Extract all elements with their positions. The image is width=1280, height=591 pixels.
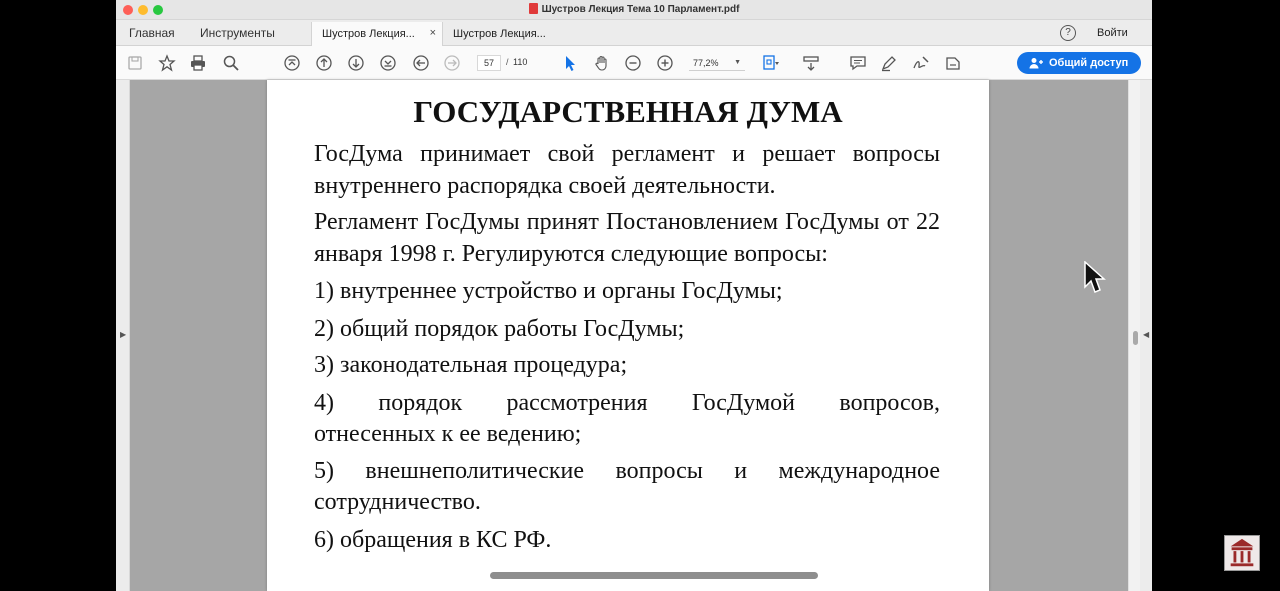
window-title (116, 3, 1152, 15)
last-page-icon[interactable] (379, 54, 397, 72)
mouse-cursor-icon (1083, 261, 1107, 295)
window-title-text: Шустров Лекция Тема 10 Парламент.pdf (541, 4, 740, 15)
sign-in-link[interactable]: Войти (1097, 27, 1128, 39)
fit-page-icon[interactable] (762, 54, 780, 72)
comment-icon[interactable] (849, 54, 867, 72)
share-button[interactable] (1017, 52, 1141, 74)
first-page-icon[interactable] (283, 54, 301, 72)
next-page-icon[interactable] (347, 54, 365, 72)
page-separator: / (506, 57, 509, 67)
list-item-1: 1) внутреннее устройство и органы ГосДумы; (314, 278, 783, 304)
expand-right-icon: ◀ (1143, 330, 1150, 339)
paragraph-1: ГосДума принимает свой регламент и решает вопросы внутреннего распорядка своей деятельности. (314, 141, 940, 199)
vertical-scrollbar[interactable] (1128, 80, 1140, 591)
pdf-page (267, 80, 989, 591)
tab-document-2[interactable] (443, 22, 575, 46)
list-item-2: 2) общий порядок работы ГосДумы; (314, 316, 685, 342)
university-logo-icon (1224, 535, 1260, 571)
forward-icon[interactable] (443, 54, 461, 72)
tools-link[interactable]: Инструменты (200, 26, 275, 40)
toolbar (116, 46, 1152, 80)
bookmark-star-icon[interactable] (158, 54, 176, 72)
list-item-5-line-1: 5) внешнеполитические вопросы и международное (314, 458, 940, 484)
tab-document-active[interactable] (311, 22, 443, 46)
acrobat-window (116, 0, 1152, 591)
sign-icon[interactable] (912, 54, 930, 72)
expand-left-icon: ▶ (120, 330, 127, 339)
tab-label: Шустров Лекция... (322, 28, 415, 40)
zoom-level-value: 77,2% (693, 58, 719, 68)
back-icon[interactable] (412, 54, 430, 72)
list-item-3: 3) законодательная процедура; (314, 352, 628, 378)
hand-icon[interactable] (593, 54, 611, 72)
list-item-6: 6) обращения в КС РФ. (314, 527, 552, 553)
home-link[interactable]: Главная (129, 26, 175, 40)
zoom-in-icon[interactable] (656, 54, 674, 72)
highlight-icon[interactable] (880, 54, 898, 72)
title-bar (116, 0, 1152, 20)
tab-label: Шустров Лекция... (453, 28, 546, 40)
document-canvas[interactable] (130, 80, 1128, 591)
tab-close-icon[interactable]: × (429, 27, 436, 39)
print-icon[interactable] (189, 54, 207, 72)
document-area (116, 80, 1152, 591)
help-icon[interactable]: ? (1060, 25, 1076, 41)
zoom-level-select[interactable] (689, 55, 745, 71)
zoom-out-icon[interactable] (624, 54, 642, 72)
left-panel-toggle[interactable] (116, 80, 130, 591)
share-button-label: Общий доступ (1049, 57, 1129, 69)
fill-sign-icon[interactable] (944, 54, 962, 72)
horizontal-scrollbar[interactable] (490, 572, 818, 579)
list-item-5-line-2: сотрудничество. (314, 489, 481, 515)
tab-bar (116, 20, 1152, 46)
page-total: 110 (513, 57, 528, 67)
prev-page-icon[interactable] (315, 54, 333, 72)
list-item-4-line-2: отнесенных к ее ведению; (314, 421, 582, 447)
right-panel-toggle[interactable] (1140, 80, 1152, 591)
slide-title: ГОСУДАРСТВЕННАЯ ДУМА (413, 94, 843, 129)
share-user-icon (1029, 57, 1043, 69)
list-item-4-line-1: 4) порядок рассмотрения ГосДумой вопросов, (314, 390, 940, 416)
pdf-file-icon (529, 3, 538, 14)
search-icon[interactable] (222, 54, 240, 72)
scroll-thumb[interactable] (1133, 331, 1138, 345)
select-arrow-icon[interactable] (561, 54, 579, 72)
paragraph-2: Регламент ГосДумы принят Постановлением ГосДумы от 22 января 1998 г. Регулируются следующие вопросы: (314, 209, 940, 267)
save-icon[interactable] (126, 54, 144, 72)
chevron-down-icon: ▼ (734, 59, 741, 66)
scroll-mode-icon[interactable] (802, 54, 820, 72)
page-number-input[interactable]: 57 (477, 55, 501, 71)
